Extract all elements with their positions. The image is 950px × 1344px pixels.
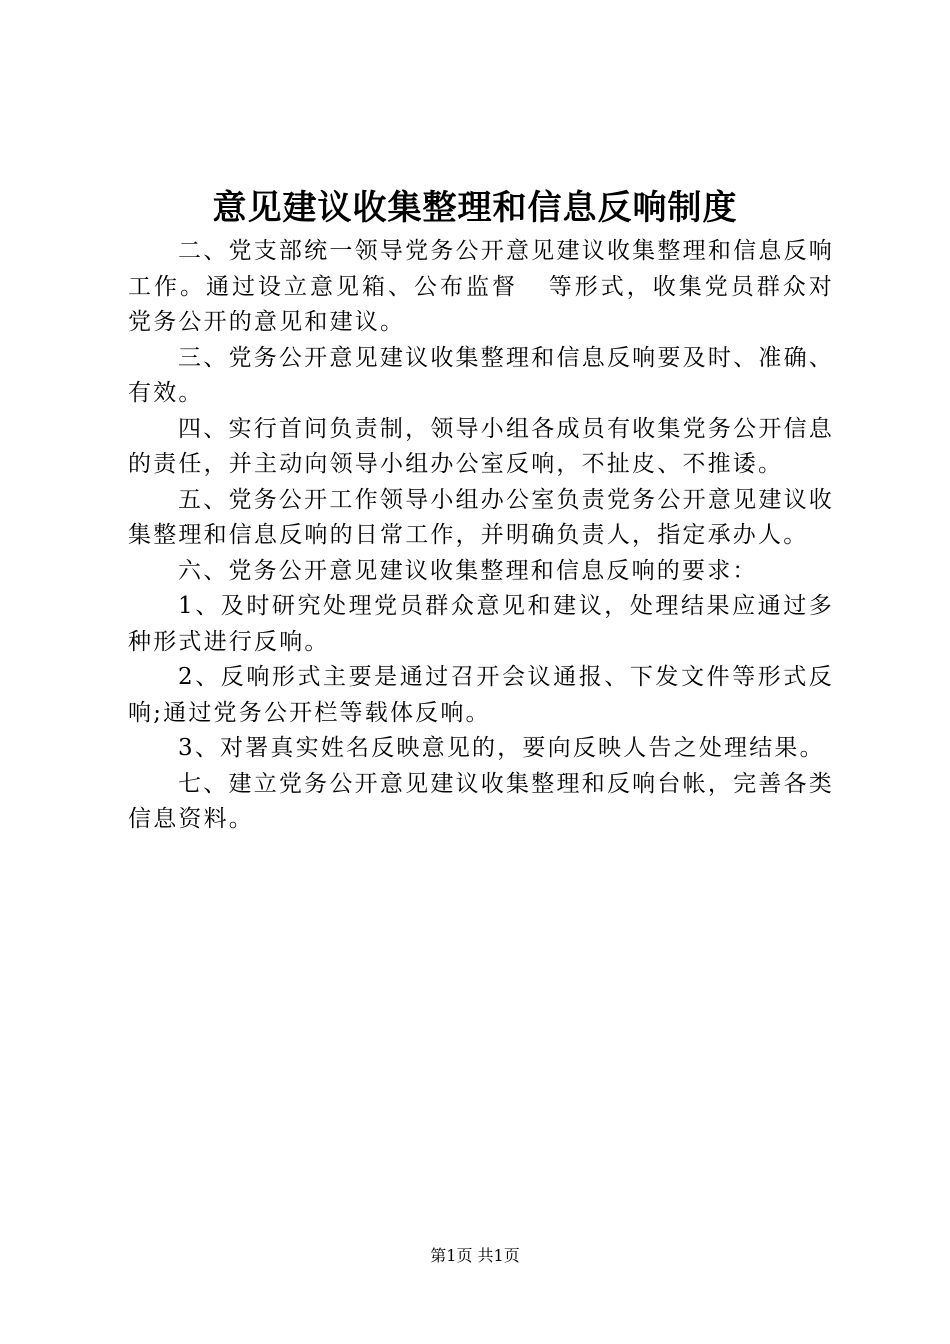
- document-title: 意见建议收集整理和信息反响制度: [212, 188, 738, 228]
- paragraph-2-part-1: 二、党支部统一领导党务公开意见建议收集整理和信息反响工作。通过设立意见箱、公布监督: [128, 238, 834, 300]
- paragraph-2: [128, 234, 834, 341]
- paragraph-7: 七、建立党务公开意见建议收集整理和反响台帐，完善各类信息资料。: [128, 770, 834, 832]
- paragraph-2-part-2: 等形式，收集党员群众对党务公开的意见和建议。: [128, 273, 834, 335]
- paragraph-5: 五、党务公开工作领导小组办公室负责党务公开意见建议收集整理和信息反响的日常工作，并明确负责人，指定承办人。: [128, 486, 834, 548]
- paragraph-3: 三、党务公开意见建议收集整理和信息反响要及时、准确、有效。: [128, 344, 834, 406]
- paragraph-6-item-3: 3、对署真实姓名反映意见的，要向反映人告之处理结果。: [178, 735, 825, 761]
- paragraph-6: 六、党务公开意见建议收集整理和信息反响的要求：: [178, 557, 758, 584]
- document-body: [128, 234, 834, 838]
- paragraph-6-item-1: 1、及时研究处理党员群众意见和建议，处理结果应通过多种形式进行反响。: [128, 593, 834, 655]
- page-footer: 第1页 共1页: [430, 1246, 520, 1265]
- paragraph-6-item-2: 2、反响形式主要是通过召开会议通报、下发文件等形式反响;通过党务公开栏等载体反响。: [128, 664, 834, 726]
- paragraph-4: 四、实行首问负责制，领导小组各成员有收集党务公开信息的责任，并主动向领导小组办公室反响，不扯皮、不推诿。: [128, 415, 834, 477]
